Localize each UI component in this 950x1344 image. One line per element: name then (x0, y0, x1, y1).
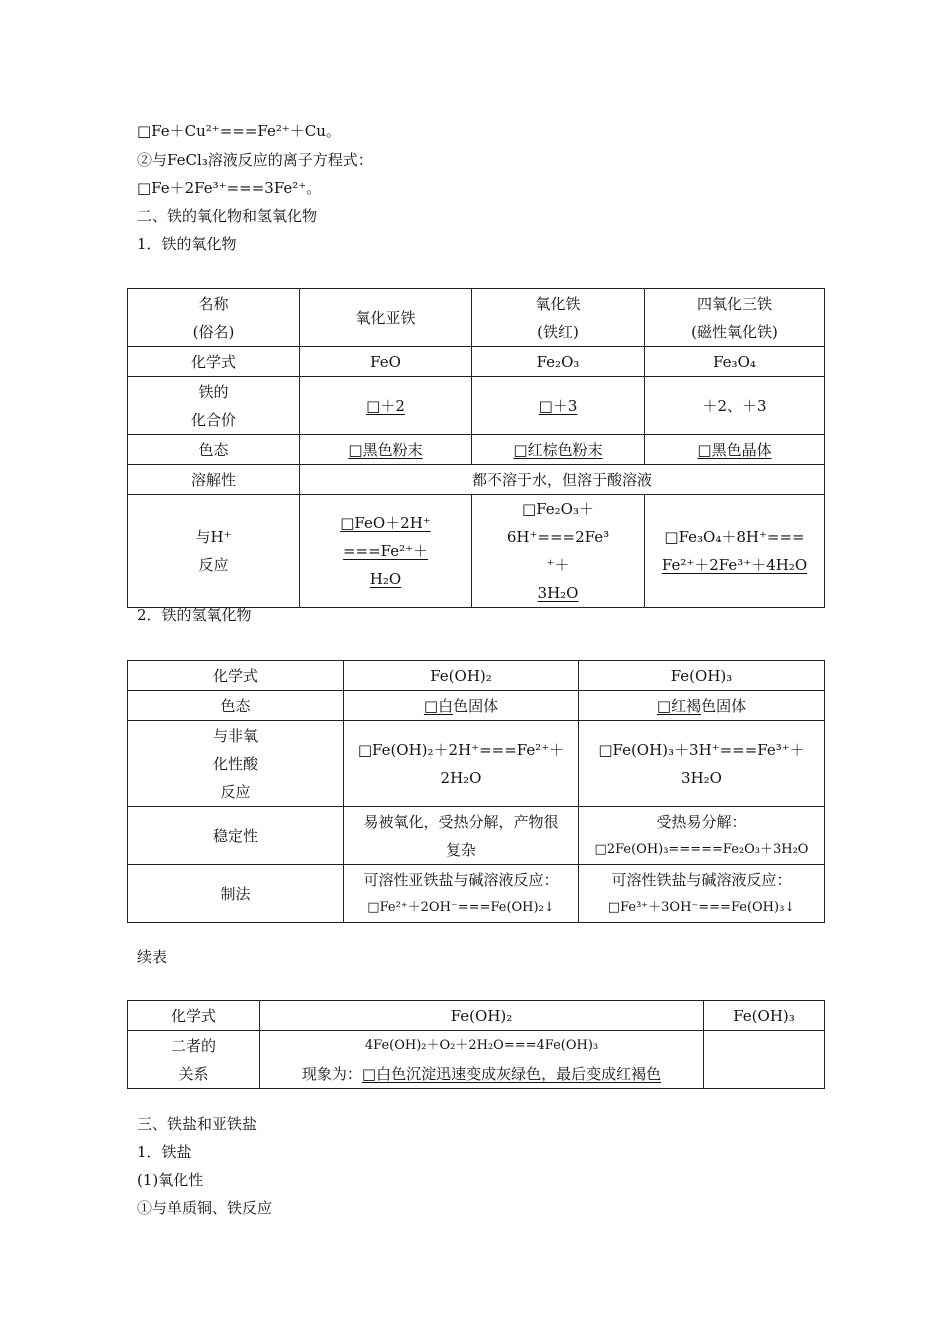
oxidation-equation: 4Fe(OH)₂＋O₂＋2H₂O===4Fe(OH)₃ (364, 1037, 599, 1053)
header-feoh3: Fe(OH)₃ (579, 661, 825, 691)
equation-fe-fe3: □Fe＋2Fe³⁺===3Fe²⁺。 (137, 179, 322, 197)
header-feoh2: Fe(OH)₂ (260, 1001, 704, 1031)
table-row (128, 465, 825, 495)
row-label: 铁的 化合价 (128, 377, 300, 435)
cell (704, 1031, 825, 1089)
row-label: 化学式 (128, 347, 300, 377)
table-row (128, 1031, 825, 1089)
answer-blank[interactable]: □＋2 (366, 396, 405, 415)
table-row (128, 661, 825, 691)
row-label: 溶解性 (128, 465, 300, 495)
list-item: ①与单质铜、铁反应 (137, 1199, 273, 1217)
question-fecl3: ②与FeCl₃溶液反应的离子方程式： (137, 151, 373, 169)
subheading-iron-salts: 1．铁盐 (137, 1143, 192, 1161)
answer-blank[interactable]: □Fe₃O₄＋8H⁺=== (664, 528, 805, 546)
table-row (128, 691, 825, 721)
subheading-hydroxides: 2．铁的氢氧化物 (137, 606, 252, 624)
row-label: 二者的 关系 (128, 1031, 260, 1089)
header-label: 化学式 (128, 1001, 260, 1031)
table-row (128, 865, 825, 923)
row-label: 与H⁺ 反应 (128, 495, 300, 608)
cell: FeO (300, 347, 472, 377)
oxides-table (127, 288, 825, 608)
row-label: 稳定性 (128, 807, 344, 865)
cell (472, 435, 645, 465)
continued-label: 续表 (137, 948, 168, 966)
cell: □Fe₂O₃＋6H⁺===2Fe³ ⁺＋ 3H₂O (472, 495, 645, 608)
answer-blank[interactable]: □白色沉淀迅速变成灰绿色，最后变成红褐色 (361, 1064, 662, 1083)
cell: Fe₃O₄ (645, 347, 825, 377)
cell: Fe₂O₃ (472, 347, 645, 377)
cell: 受热易分解： □2Fe(OH)₃=====Fe₂O₃＋3H₂O (579, 807, 825, 865)
answer-blank[interactable]: □黑色晶体 (697, 440, 772, 459)
answer-blank[interactable]: □黑色粉末 (348, 440, 423, 459)
table-row (128, 289, 825, 347)
answer-blank[interactable]: □FeO＋2H⁺ (340, 514, 431, 532)
header-name: 名称 (俗名) (128, 289, 300, 347)
cell (472, 377, 645, 435)
table-row (128, 377, 825, 435)
table-row (128, 721, 825, 807)
cell: □白色固体 (344, 691, 579, 721)
equation-fe-cu: □Fe＋Cu²⁺===Fe²⁺＋Cu。 (137, 122, 341, 140)
row-label: 色态 (128, 691, 344, 721)
cell: □FeO＋2H⁺ ===Fe²⁺＋ H₂O (300, 495, 472, 608)
answer-blank[interactable]: □2Fe(OH)₃=====Fe₂O₃＋3H₂O (594, 841, 809, 857)
hydroxides-table (127, 660, 825, 923)
answer-blank[interactable]: □Fe₂O₃＋6H⁺===2Fe³ (506, 500, 610, 546)
cell (300, 435, 472, 465)
header-label: 化学式 (128, 661, 344, 691)
table-row (128, 807, 825, 865)
answer-blank[interactable]: □白 (423, 696, 454, 715)
cell: ＋2、＋3 (645, 377, 825, 435)
header-feoh2: Fe(OH)₂ (344, 661, 579, 691)
table-row (128, 435, 825, 465)
relation-table (127, 1000, 825, 1089)
cell: 可溶性亚铁盐与碱溶液反应： □Fe²⁺＋2OH⁻===Fe(OH)₂↓ (344, 865, 579, 923)
answer-blank[interactable]: □Fe²⁺＋2OH⁻===Fe(OH)₂↓ (367, 899, 555, 915)
cell: □红褐色固体 (579, 691, 825, 721)
cell (645, 435, 825, 465)
cell: 易被氧化，受热分解，产物很 复杂 (344, 807, 579, 865)
header-feo: 氧化亚铁 (300, 289, 472, 347)
section-heading-2: 二、铁的氧化物和氢氧化物 (137, 207, 318, 225)
section-heading-3: 三、铁盐和亚铁盐 (137, 1115, 258, 1133)
cell: 可溶性铁盐与碱溶液反应： □Fe³⁺＋3OH⁻===Fe(OH)₃↓ (579, 865, 825, 923)
answer-blank[interactable]: □＋3 (538, 396, 578, 415)
answer-blank[interactable]: □Fe³⁺＋3OH⁻===Fe(OH)₃↓ (607, 899, 796, 915)
subheading-oxides: 1．铁的氧化物 (137, 235, 237, 253)
cell (300, 377, 472, 435)
answer-blank[interactable]: □红棕色粉末 (513, 440, 603, 459)
answer-blank[interactable]: □红褐 (656, 696, 702, 715)
subheading-oxidizing: (1)氧化性 (137, 1171, 204, 1189)
header-fe2o3: 氧化铁 (铁红) (472, 289, 645, 347)
row-label: 色态 (128, 435, 300, 465)
table-row (128, 495, 825, 608)
table-row (128, 1001, 825, 1031)
table-row (128, 347, 825, 377)
row-label: 制法 (128, 865, 344, 923)
cell: 都不溶于水，但溶于酸溶液 (300, 465, 825, 495)
cell: □Fe₃O₄＋8H⁺=== Fe²⁺＋2Fe³⁺＋4H₂O (645, 495, 825, 608)
row-label: 与非氧 化性酸 反应 (128, 721, 344, 807)
header-feoh3: Fe(OH)₃ (704, 1001, 825, 1031)
answer-blank[interactable]: □Fe(OH)₃＋3H⁺===Fe³⁺＋3H₂O (579, 721, 825, 807)
header-fe3o4: 四氧化三铁 (磁性氧化铁) (645, 289, 825, 347)
cell: 4Fe(OH)₂＋O₂＋2H₂O===4Fe(OH)₃ 现象为：□白色沉淀迅速变成灰绿色，最后变成红褐色 (260, 1031, 704, 1089)
answer-blank[interactable]: □Fe(OH)₂＋2H⁺===Fe²⁺＋2H₂O (344, 721, 579, 807)
